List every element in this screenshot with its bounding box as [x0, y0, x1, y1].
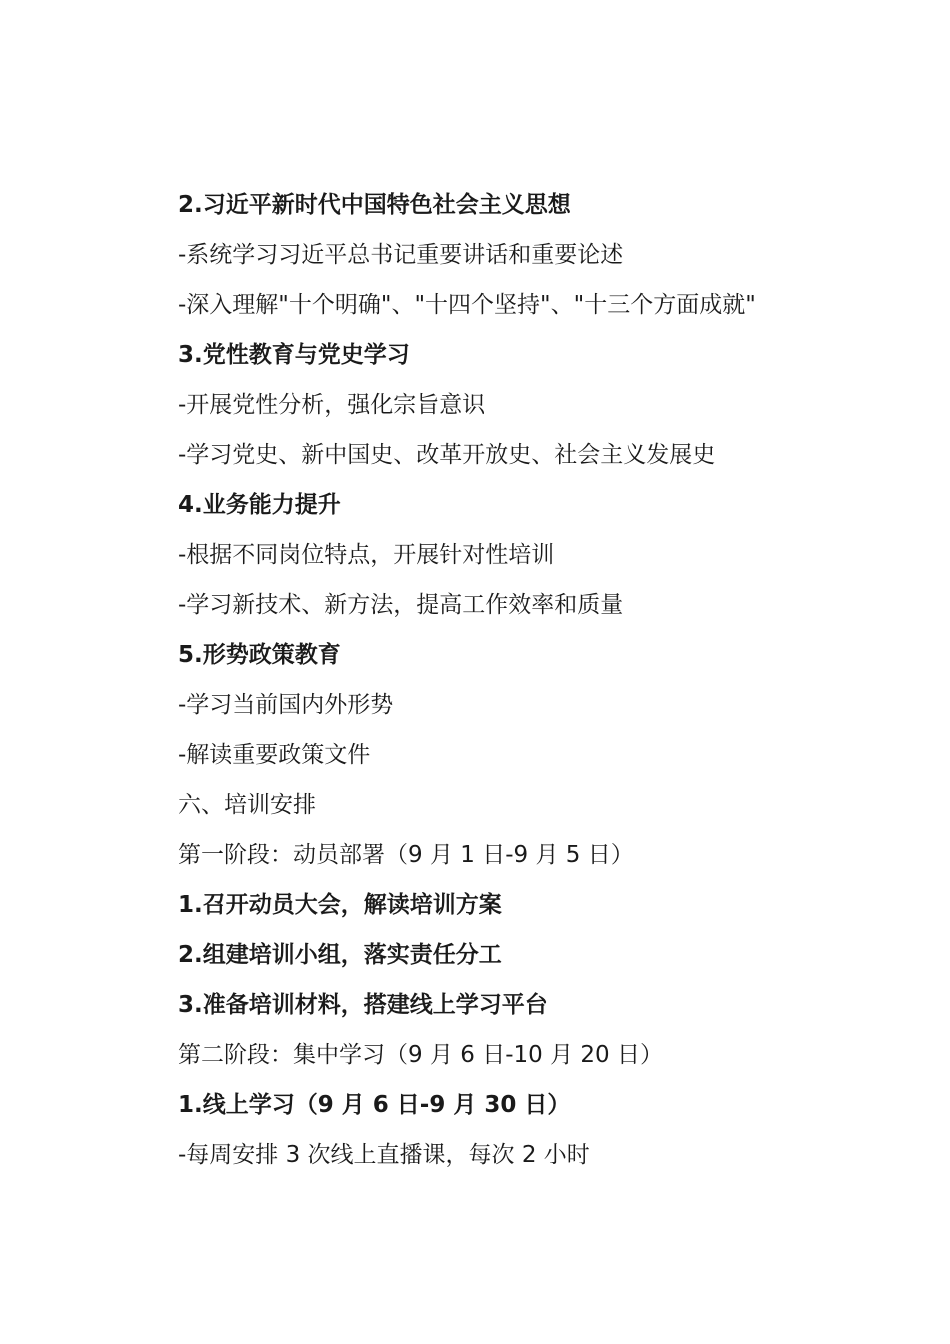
step-item: 2.组建培训小组，落实责任分工: [178, 942, 502, 968]
list-item: -学习党史、新中国史、改革开放史、社会主义发展史: [178, 442, 716, 468]
list-item: -学习新技术、新方法，提高工作效率和质量: [178, 592, 624, 618]
section-heading: 3.党性教育与党史学习: [178, 342, 410, 368]
list-item: -根据不同岗位特点，开展针对性培训: [178, 542, 555, 568]
step-item: 3.准备培训材料，搭建线上学习平台: [178, 992, 548, 1018]
step-item: 1.召开动员大会，解读培训方案: [178, 892, 502, 918]
list-item: -每周安排 3 次线上直播课，每次 2 小时: [178, 1142, 590, 1168]
list-item: -深入理解"十个明确"、"十四个坚持"、"十三个方面成就": [178, 292, 756, 318]
list-item: -学习当前国内外形势: [178, 692, 394, 718]
chapter-heading: 六、培训安排: [178, 792, 316, 818]
phase-heading: 第二阶段：集中学习（9 月 6 日-10 月 20 日）: [178, 1042, 663, 1068]
list-item: -系统学习习近平总书记重要讲话和重要论述: [178, 242, 624, 268]
section-heading: 5.形势政策教育: [178, 642, 341, 668]
step-item: 1.线上学习（9 月 6 日-9 月 30 日）: [178, 1092, 571, 1118]
list-item: -开展党性分析，强化宗旨意识: [178, 392, 486, 418]
list-item: -解读重要政策文件: [178, 742, 371, 768]
section-heading: 2.习近平新时代中国特色社会主义思想: [178, 192, 571, 218]
document-page: [178, 180, 878, 1180]
section-heading: 4.业务能力提升: [178, 492, 341, 518]
phase-heading: 第一阶段：动员部署（9 月 1 日-9 月 5 日）: [178, 842, 634, 868]
